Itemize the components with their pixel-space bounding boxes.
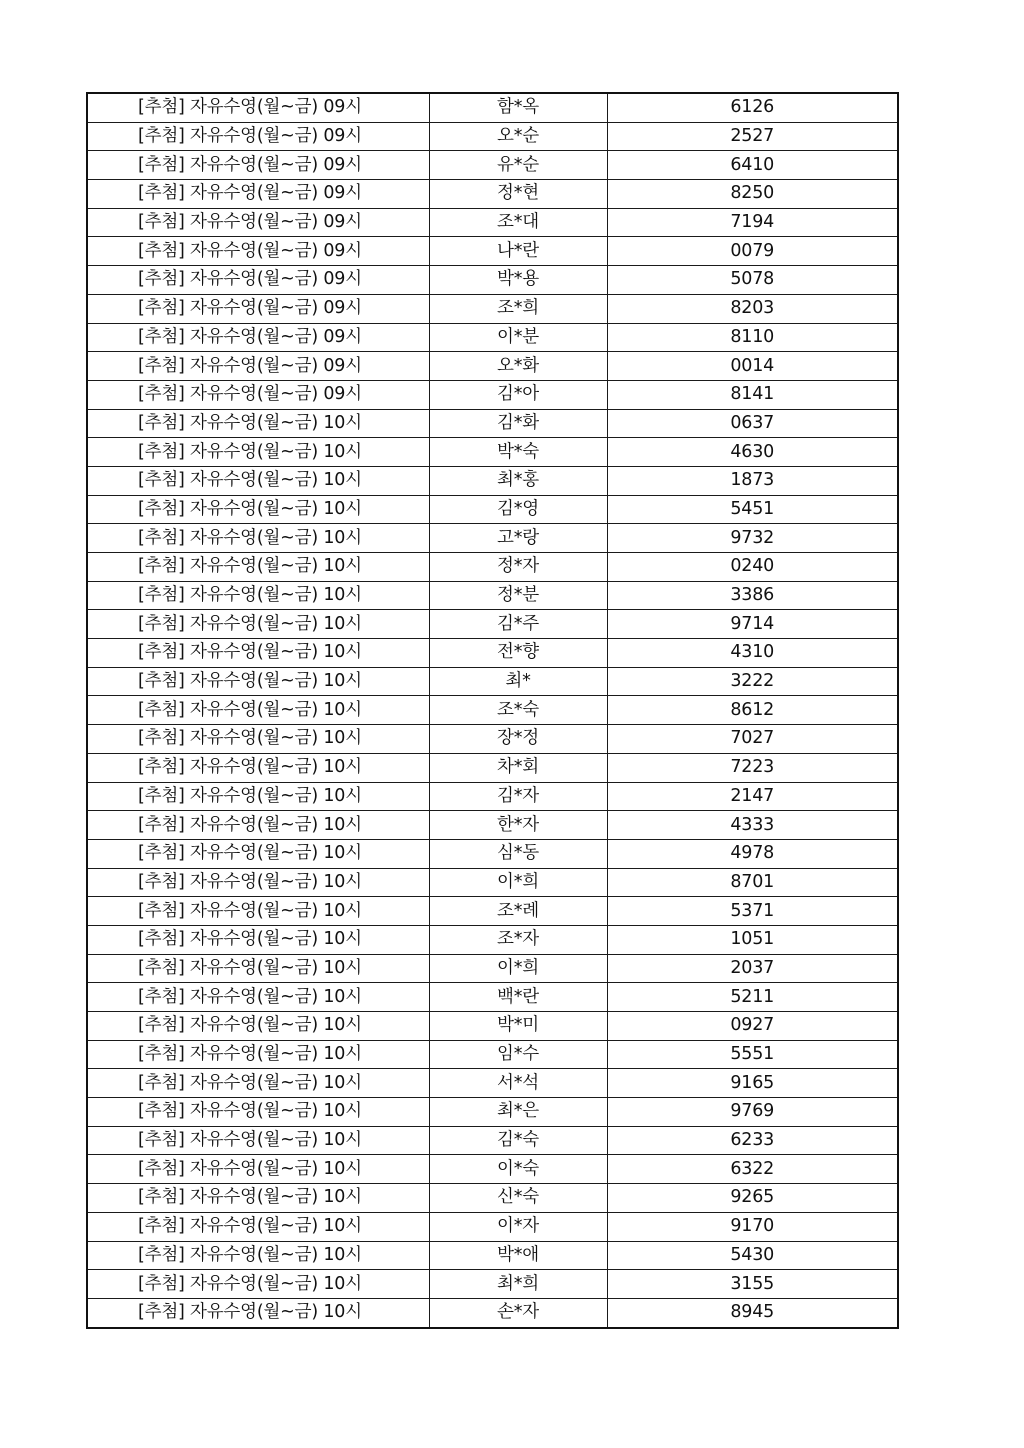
code-cell: 2037 — [607, 954, 898, 983]
table-row — [87, 1184, 898, 1213]
course-cell: [추첨] 자유수영(월~금) 10시 — [87, 438, 429, 467]
course-cell: [추첨] 자유수영(월~금) 09시 — [87, 323, 429, 352]
code-cell: 2527 — [607, 122, 898, 151]
table-row — [87, 897, 898, 926]
table-row — [87, 151, 898, 180]
code-cell: 4978 — [607, 839, 898, 868]
code-cell: 9170 — [607, 1212, 898, 1241]
table-row — [87, 1126, 898, 1155]
code-cell: 6126 — [607, 93, 898, 122]
name-cell: 김*영 — [429, 495, 607, 524]
course-cell: [추첨] 자유수영(월~금) 09시 — [87, 180, 429, 209]
code-cell: 5551 — [607, 1040, 898, 1069]
code-cell: 1051 — [607, 925, 898, 954]
table-row — [87, 639, 898, 668]
code-cell: 7194 — [607, 208, 898, 237]
name-cell: 오*화 — [429, 352, 607, 381]
course-cell: [추첨] 자유수영(월~금) 09시 — [87, 266, 429, 295]
table-row — [87, 1098, 898, 1127]
course-cell: [추첨] 자유수영(월~금) 10시 — [87, 466, 429, 495]
name-cell: 김*자 — [429, 782, 607, 811]
name-cell: 오*순 — [429, 122, 607, 151]
code-cell: 4310 — [607, 639, 898, 668]
name-cell: 조*숙 — [429, 696, 607, 725]
table-row — [87, 180, 898, 209]
name-cell: 김*주 — [429, 610, 607, 639]
name-cell: 김*화 — [429, 409, 607, 438]
name-cell: 함*옥 — [429, 93, 607, 122]
table-row — [87, 409, 898, 438]
table-row — [87, 438, 898, 467]
course-cell: [추첨] 자유수영(월~금) 10시 — [87, 811, 429, 840]
name-cell: 신*숙 — [429, 1184, 607, 1213]
table-row — [87, 553, 898, 582]
course-cell: [추첨] 자유수영(월~금) 10시 — [87, 1040, 429, 1069]
code-cell: 5371 — [607, 897, 898, 926]
name-cell: 김*아 — [429, 380, 607, 409]
name-cell: 전*향 — [429, 639, 607, 668]
table-row — [87, 925, 898, 954]
code-cell: 8141 — [607, 380, 898, 409]
course-cell: [추첨] 자유수영(월~금) 10시 — [87, 1298, 429, 1327]
code-cell: 9265 — [607, 1184, 898, 1213]
name-cell: 이*희 — [429, 868, 607, 897]
course-cell: [추첨] 자유수영(월~금) 10시 — [87, 868, 429, 897]
name-cell: 조*대 — [429, 208, 607, 237]
table-row — [87, 208, 898, 237]
table-row — [87, 725, 898, 754]
name-cell: 김*숙 — [429, 1126, 607, 1155]
table-row — [87, 667, 898, 696]
table-row — [87, 294, 898, 323]
name-cell: 장*정 — [429, 725, 607, 754]
course-cell: [추첨] 자유수영(월~금) 10시 — [87, 1069, 429, 1098]
course-cell: [추첨] 자유수영(월~금) 09시 — [87, 237, 429, 266]
table-row — [87, 1040, 898, 1069]
code-cell: 8945 — [607, 1298, 898, 1327]
course-cell: [추첨] 자유수영(월~금) 10시 — [87, 897, 429, 926]
name-cell: 박*숙 — [429, 438, 607, 467]
name-cell: 조*례 — [429, 897, 607, 926]
code-cell: 0079 — [607, 237, 898, 266]
code-cell: 9714 — [607, 610, 898, 639]
course-cell: [추첨] 자유수영(월~금) 10시 — [87, 725, 429, 754]
name-cell: 차*회 — [429, 753, 607, 782]
lottery-results-table — [86, 92, 899, 1329]
table-row — [87, 1270, 898, 1299]
table-row — [87, 237, 898, 266]
code-cell: 3386 — [607, 581, 898, 610]
table-row — [87, 1155, 898, 1184]
table-row — [87, 266, 898, 295]
course-cell: [추첨] 자유수영(월~금) 10시 — [87, 581, 429, 610]
name-cell: 조*자 — [429, 925, 607, 954]
code-cell: 5451 — [607, 495, 898, 524]
course-cell: [추첨] 자유수영(월~금) 09시 — [87, 380, 429, 409]
name-cell: 나*란 — [429, 237, 607, 266]
table-row — [87, 323, 898, 352]
name-cell: 최*홍 — [429, 466, 607, 495]
table-row — [87, 782, 898, 811]
course-cell: [추첨] 자유수영(월~금) 10시 — [87, 782, 429, 811]
table-row — [87, 753, 898, 782]
name-cell: 이*숙 — [429, 1155, 607, 1184]
course-cell: [추첨] 자유수영(월~금) 10시 — [87, 553, 429, 582]
table-row — [87, 1212, 898, 1241]
course-cell: [추첨] 자유수영(월~금) 09시 — [87, 208, 429, 237]
table-row — [87, 868, 898, 897]
code-cell: 2147 — [607, 782, 898, 811]
course-cell: [추첨] 자유수영(월~금) 10시 — [87, 839, 429, 868]
name-cell: 최* — [429, 667, 607, 696]
table-row — [87, 352, 898, 381]
results-table-body — [87, 93, 898, 1328]
table-row — [87, 581, 898, 610]
course-cell: [추첨] 자유수영(월~금) 09시 — [87, 93, 429, 122]
name-cell: 박*미 — [429, 1012, 607, 1041]
name-cell: 정*현 — [429, 180, 607, 209]
table-row — [87, 1298, 898, 1327]
table-row — [87, 1241, 898, 1270]
course-cell: [추첨] 자유수영(월~금) 10시 — [87, 1241, 429, 1270]
course-cell: [추첨] 자유수영(월~금) 10시 — [87, 925, 429, 954]
name-cell: 서*석 — [429, 1069, 607, 1098]
table-row — [87, 1012, 898, 1041]
table-row — [87, 839, 898, 868]
table-row — [87, 524, 898, 553]
name-cell: 심*동 — [429, 839, 607, 868]
name-cell: 백*란 — [429, 983, 607, 1012]
course-cell: [추첨] 자유수영(월~금) 10시 — [87, 1270, 429, 1299]
course-cell: [추첨] 자유수영(월~금) 10시 — [87, 524, 429, 553]
code-cell: 0927 — [607, 1012, 898, 1041]
code-cell: 0637 — [607, 409, 898, 438]
course-cell: [추첨] 자유수영(월~금) 10시 — [87, 639, 429, 668]
code-cell: 7223 — [607, 753, 898, 782]
table-row — [87, 122, 898, 151]
course-cell: [추첨] 자유수영(월~금) 10시 — [87, 696, 429, 725]
table-row — [87, 93, 898, 122]
code-cell: 4333 — [607, 811, 898, 840]
code-cell: 6410 — [607, 151, 898, 180]
code-cell: 5078 — [607, 266, 898, 295]
course-cell: [추첨] 자유수영(월~금) 10시 — [87, 1098, 429, 1127]
code-cell: 5211 — [607, 983, 898, 1012]
course-cell: [추첨] 자유수영(월~금) 10시 — [87, 409, 429, 438]
code-cell: 9732 — [607, 524, 898, 553]
code-cell: 3222 — [607, 667, 898, 696]
code-cell: 3155 — [607, 1270, 898, 1299]
code-cell: 6322 — [607, 1155, 898, 1184]
name-cell: 고*랑 — [429, 524, 607, 553]
name-cell: 손*자 — [429, 1298, 607, 1327]
table-row — [87, 1069, 898, 1098]
course-cell: [추첨] 자유수영(월~금) 10시 — [87, 983, 429, 1012]
course-cell: [추첨] 자유수영(월~금) 10시 — [87, 753, 429, 782]
name-cell: 이*자 — [429, 1212, 607, 1241]
code-cell: 9769 — [607, 1098, 898, 1127]
name-cell: 이*희 — [429, 954, 607, 983]
course-cell: [추첨] 자유수영(월~금) 09시 — [87, 151, 429, 180]
code-cell: 9165 — [607, 1069, 898, 1098]
name-cell: 박*애 — [429, 1241, 607, 1270]
course-cell: [추첨] 자유수영(월~금) 10시 — [87, 1184, 429, 1213]
code-cell: 5430 — [607, 1241, 898, 1270]
name-cell: 정*분 — [429, 581, 607, 610]
course-cell: [추첨] 자유수영(월~금) 10시 — [87, 1212, 429, 1241]
table-row — [87, 696, 898, 725]
course-cell: [추첨] 자유수영(월~금) 10시 — [87, 495, 429, 524]
code-cell: 7027 — [607, 725, 898, 754]
code-cell: 8701 — [607, 868, 898, 897]
name-cell: 정*자 — [429, 553, 607, 582]
code-cell: 8250 — [607, 180, 898, 209]
table-row — [87, 466, 898, 495]
course-cell: [추첨] 자유수영(월~금) 10시 — [87, 1155, 429, 1184]
name-cell: 박*용 — [429, 266, 607, 295]
name-cell: 최*은 — [429, 1098, 607, 1127]
course-cell: [추첨] 자유수영(월~금) 10시 — [87, 667, 429, 696]
table-row — [87, 954, 898, 983]
table-row — [87, 495, 898, 524]
name-cell: 조*희 — [429, 294, 607, 323]
course-cell: [추첨] 자유수영(월~금) 09시 — [87, 122, 429, 151]
table-row — [87, 811, 898, 840]
code-cell: 6233 — [607, 1126, 898, 1155]
name-cell: 임*수 — [429, 1040, 607, 1069]
code-cell: 8203 — [607, 294, 898, 323]
course-cell: [추첨] 자유수영(월~금) 09시 — [87, 294, 429, 323]
table-row — [87, 983, 898, 1012]
code-cell: 8612 — [607, 696, 898, 725]
name-cell: 이*분 — [429, 323, 607, 352]
code-cell: 0240 — [607, 553, 898, 582]
table-row — [87, 380, 898, 409]
course-cell: [추첨] 자유수영(월~금) 09시 — [87, 352, 429, 381]
code-cell: 4630 — [607, 438, 898, 467]
course-cell: [추첨] 자유수영(월~금) 10시 — [87, 610, 429, 639]
course-cell: [추첨] 자유수영(월~금) 10시 — [87, 1012, 429, 1041]
name-cell: 최*희 — [429, 1270, 607, 1299]
course-cell: [추첨] 자유수영(월~금) 10시 — [87, 1126, 429, 1155]
code-cell: 0014 — [607, 352, 898, 381]
name-cell: 한*자 — [429, 811, 607, 840]
name-cell: 유*순 — [429, 151, 607, 180]
course-cell: [추첨] 자유수영(월~금) 10시 — [87, 954, 429, 983]
table-row — [87, 610, 898, 639]
code-cell: 8110 — [607, 323, 898, 352]
code-cell: 1873 — [607, 466, 898, 495]
